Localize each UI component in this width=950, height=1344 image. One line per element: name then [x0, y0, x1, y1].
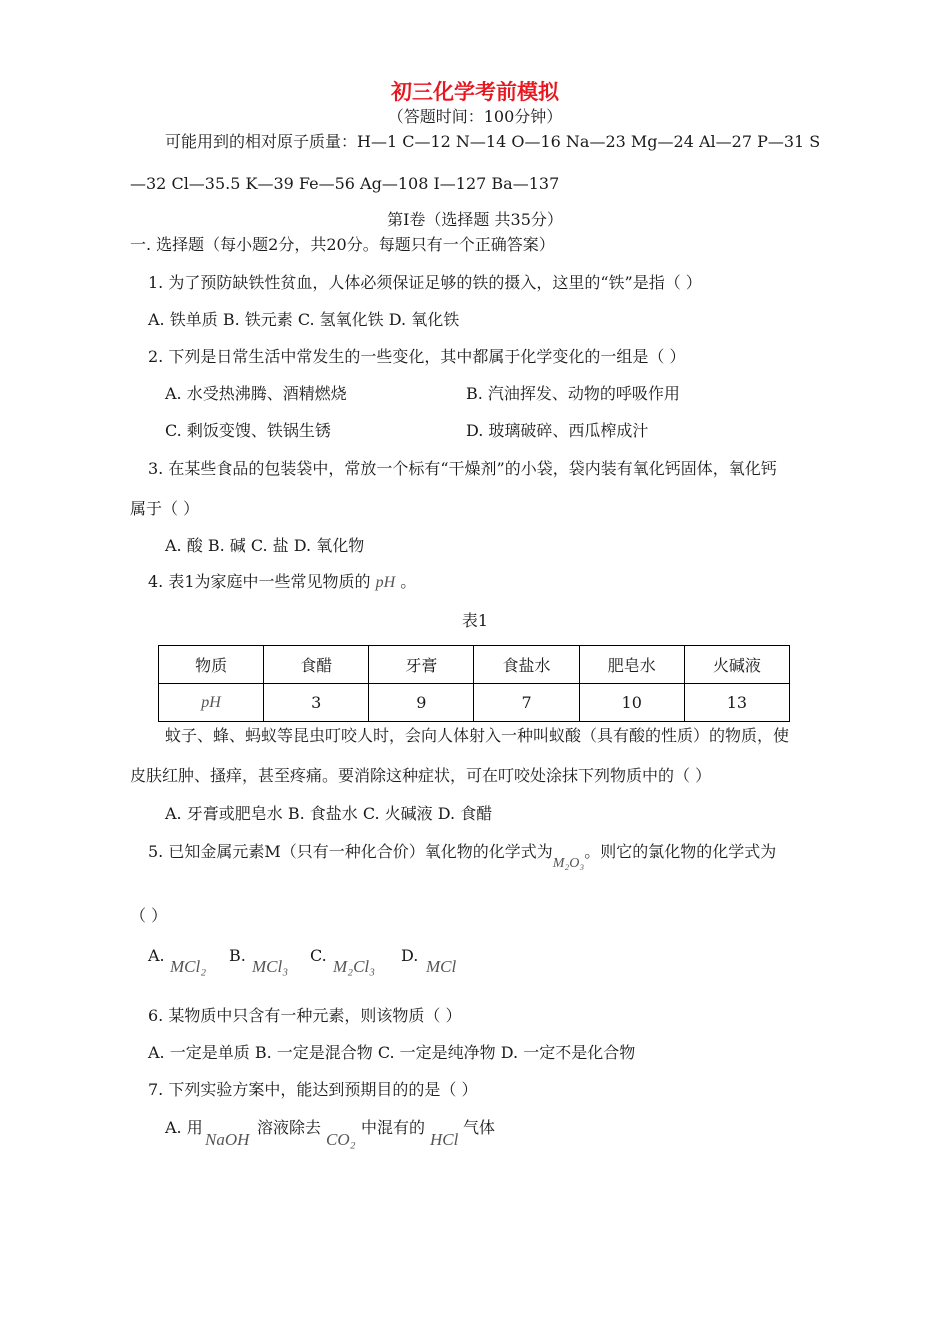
q2-stem: 2. 下列是日常生活中常发生的一些变化，其中都属于化学变化的一组是（ ） [148, 347, 686, 366]
q7-stem: 7. 下列实验方案中，能达到预期目的的是（ ） [148, 1080, 478, 1099]
q2-option-c: C. 剩饭变馊、铁锅生锈 [165, 421, 331, 440]
table-cell: 9 [369, 684, 474, 722]
q4-options: A. 牙膏或肥皂水 B. 食盐水 C. 火碱液 D. 食醋 [165, 804, 493, 823]
q3-options: A. 酸 B. 碱 C. 盐 D. 氧化物 [165, 536, 365, 555]
ph-table [158, 645, 790, 722]
q5-option-b-label: B. [229, 946, 246, 965]
q5-option-d-label: D. [401, 946, 419, 965]
table-header-cell: 食醋 [264, 646, 369, 684]
q7-option-a-prefix: A. 用 [165, 1118, 203, 1137]
table-row [159, 684, 790, 722]
q6-stem: 6. 某物质中只含有一种元素，则该物质（ ） [148, 1006, 462, 1025]
table-header-cell: 物质 [159, 646, 264, 684]
part1-heading: 第Ⅰ卷（选择题 共35分） [387, 210, 563, 229]
q5-stem [148, 842, 777, 871]
q7-co2-formula: CO₂ [326, 1130, 356, 1149]
q4-stem-prefix: 4. 表1为家庭中一些常见物质的 [148, 572, 371, 591]
q5-option-c-formula: M₂Cl₃ [333, 957, 376, 976]
table-header-cell: 火碱液 [684, 646, 789, 684]
table-cell: 13 [684, 684, 789, 722]
q7-hcl-formula: HCl [430, 1130, 459, 1149]
q3-stem-line-2: 属于（ ） [130, 499, 200, 518]
q5-oxide-formula: M₂O₃ [552, 856, 585, 871]
q5-bracket: （ ） [130, 906, 168, 925]
q4-stem [148, 572, 416, 593]
q1-options: A. 铁单质 B. 铁元素 C. 氢氧化铁 D. 氧化铁 [148, 310, 460, 329]
q4-paragraph-line-2: 皮肤红肿、搔痒，甚至疼痛。要消除这种症状，可在叮咬处涂抹下列物质中的（ ） [130, 766, 712, 785]
q4-stem-ph: pH [375, 574, 396, 591]
q5-stem-prefix: 5. 已知金属元素M（只有一种化合价）氧化物的化学式为 [148, 842, 553, 861]
q2-option-d: D. 玻璃破碎、西瓜榨成汁 [466, 421, 649, 440]
q5-option-d-formula: MCl [426, 957, 457, 976]
q5-option-b-formula: MCl₃ [252, 957, 289, 976]
q7-option-a-mid-2: 中混有的 [361, 1118, 426, 1137]
table-cell: 7 [474, 684, 579, 722]
table-header-cell: 食盐水 [474, 646, 579, 684]
table-header-row [159, 646, 790, 684]
time-note: （答题时间：100分钟） [387, 107, 563, 126]
q6-options: A. 一定是单质 B. 一定是混合物 C. 一定是纯净物 D. 一定不是化合物 [148, 1043, 636, 1062]
q5-option-a-label: A. [148, 946, 165, 965]
page-title: 初三化学考前模拟 [391, 80, 559, 104]
q7-option-a-mid-1: 溶液除去 [257, 1118, 322, 1137]
q2-option-b: B. 汽油挥发、动物的呼吸作用 [466, 384, 680, 403]
q2-option-a: A. 水受热沸腾、酒精燃烧 [165, 384, 347, 403]
atomic-mass-line-1: 可能用到的相对原子质量：H—1 C—12 N—14 O—16 Na—23 Mg—24 Al—27 P—31 S [165, 132, 821, 151]
q5-option-a-formula: MCl₂ [170, 957, 207, 976]
table-header-cell: 牙膏 [369, 646, 474, 684]
q4-stem-suffix: 。 [400, 572, 417, 591]
q3-stem-line-1: 3. 在某些食品的包装袋中，常放一个标有“干燥剂”的小袋，袋内装有氧化钙固体，氧化钙 [148, 459, 777, 478]
q5-stem-suffix: 。则它的氯化物的化学式为 [584, 842, 777, 861]
table-cell: 3 [264, 684, 369, 722]
table-caption: 表1 [461, 611, 489, 630]
q4-paragraph-line-1: 蚊子、蜂、蚂蚁等昆虫叮咬人时，会向人体射入一种叫蚁酸（具有酸的性质）的物质，使 [165, 726, 790, 745]
q7-naoh-formula: NaOH [205, 1130, 250, 1149]
table-cell: pH [159, 684, 264, 722]
atomic-mass-line-2: —32 Cl—35.5 K—39 Fe—56 Ag—108 I—127 Ba—137 [130, 174, 560, 193]
section1-heading: 一. 选择题（每小题2分，共20分。每题只有一个正确答案） [130, 235, 555, 254]
q7-option-a-suffix: 气体 [463, 1118, 496, 1137]
q5-option-c-label: C. [310, 946, 327, 965]
table-cell: 10 [579, 684, 684, 722]
q1-stem: 1. 为了预防缺铁性贫血，人体必须保证足够的铁的摄入，这里的“铁”是指（ ） [148, 273, 702, 292]
table-header-cell: 肥皂水 [579, 646, 684, 684]
